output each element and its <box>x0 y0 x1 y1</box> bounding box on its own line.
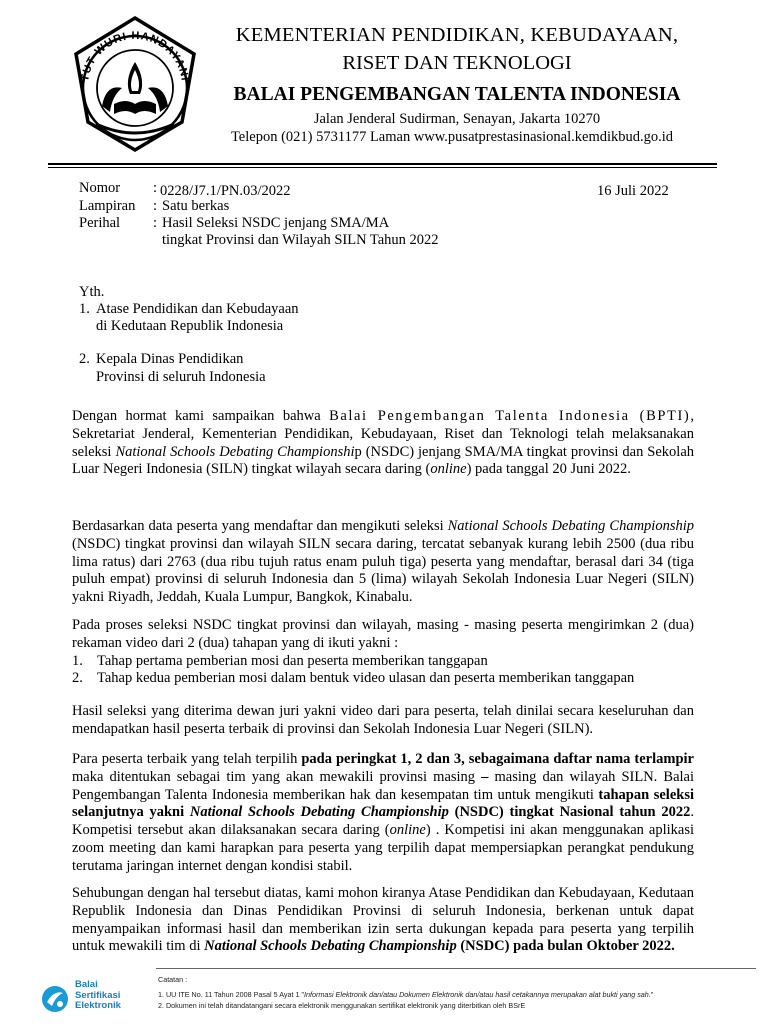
p1-text-a: Dengan hormat kami sampaikan bahwa <box>72 408 330 424</box>
lampiran-label: Lampiran <box>79 198 136 214</box>
p5-event-name: National Schools Debating Championship <box>189 804 449 821</box>
p5-text-a: Para peserta terbaik yang telah terpilih <box>72 751 302 767</box>
p2-text-c: (NSDC) tingkat provinsi dan wilayah SILN secara daring, tercatat sebanyak kurang lebih 2500 (dua ribu lima ratus) dari 2763 (dua ribu tujuh ratus enam puluh tiga) peserta yang mendaftar, berasal dari 34 (tiga puluh empat) provinsi di seluruh Indonesia dan 5 (lima) wilayah Sekolah Indonesia Luar Negeri (SILN) yakni Riyadh, Jeddah, Kuala Lumpur, Bangkok, Kinabalu. <box>72 535 694 606</box>
p6-event-name: National Schools Debating Championship <box>204 938 457 955</box>
paragraph-process <box>72 617 694 653</box>
p6-text-a: Sehubungan dengan hal tersebut diatas, kami mohon kiranya Atase Pendidikan dan Kebudayaan, Kedutaan Republik Indonesia dan Dinas Pendidikan Provinsi di seluruh Indonesia, berkenan untuk dapat menyampaikan informasi hasil dan memberikan izin serta dukungan kepada para peserta yang terpilih untuk mewakili tim di <box>72 885 694 955</box>
recipient-1-line1: Atase Pendidikan dan Kebudayaan <box>96 301 299 317</box>
institution-address: Jalan Jenderal Sudirman, Senayan, Jakarta 10270 <box>313 111 601 127</box>
ministry-name-line2: RISET DAN TEKNOLOGI <box>342 52 572 74</box>
p2-event-name: National Schools Debating Championship <box>447 518 694 534</box>
footer-rule <box>156 968 756 969</box>
footer-note-1 <box>158 990 653 999</box>
lampiran-value: Satu berkas <box>162 198 230 214</box>
p5-text-e: masing dan wilayah SILN. Balai Pengembangan Talenta Indonesia memberikan hak dan kesempatan tim untuk mengikuti <box>72 768 694 803</box>
p1-institution: Balai Pengembangan Talenta Indonesia (BPTI) <box>329 408 691 424</box>
stage-2-number: 2. <box>72 670 83 686</box>
salutation: Yth. <box>79 284 105 300</box>
p4-text: Hasil seleksi yang diterima dewan juri yakni video dari para peserta, telah dinilai secara keseluruhan dan mendapatkan hasil peserta terbaik di provinsi dan Sekolah Indonesia Luar Negeri (SILN). <box>72 703 694 737</box>
p5-dash: – <box>481 768 489 785</box>
paragraph-results <box>72 703 694 739</box>
stage-1-number: 1. <box>72 653 83 669</box>
p1-text-g: ) pada tanggal 20 Juni 2022. <box>466 461 631 478</box>
p3-text: Pada proses seleksi NSDC tingkat provinsi dan wilayah, masing - masing peserta mengirimkan 2 (dua) rekaman video dari 2 (dua) tahapan yang di ikuti yakni : <box>72 617 694 651</box>
p5-next-stage: tahapan seleksi selanjutnya yakni <box>72 786 694 821</box>
p5-text-i: . Kompetisi tersebut akan dilaksanakan secara daring ( <box>72 804 694 839</box>
institution-contact: Telepon (021) 5731177 Laman www.pusatprestasinasional.kemdikbud.go.id <box>230 129 674 145</box>
note1-quote: Informasi Elektronik dan/atau Dokumen Elektronik dan/atau hasil cetakannya merupakan alat bukti yang sah. <box>304 990 651 999</box>
stage-2-text: Tahap kedua pemberian mosi dalam bentuk video ulasan dan peserta memberikan tanggapan <box>97 670 635 686</box>
perihal-value-line2: tingkat Provinsi dan Wilayah SILN Tahun 2022 <box>162 232 439 248</box>
recipient-1-line2: di Kedutaan Republik Indonesia <box>96 318 284 334</box>
p1-online: online <box>430 461 467 478</box>
p5-online: online <box>389 822 426 839</box>
note1-suffix: " <box>650 990 654 999</box>
nomor-colon: : <box>153 180 158 196</box>
p5-national: (NSDC) tingkat Nasional tahun 2022 <box>448 804 691 821</box>
perihal-colon: : <box>153 215 158 231</box>
perihal-label: Perihal <box>79 215 121 231</box>
bsre-logo-line3: Elektronik <box>75 1000 121 1011</box>
p1-text-e: p (NSDC) jenjang SMA/MA tingkat provinsi dan Sekolah Luar Negeri Indonesia (SILN) tingkat wilayah secara daring ( <box>72 443 695 478</box>
p2-text-a: Berdasarkan data peserta yang mendaftar dan mengikuti seleksi <box>72 518 448 534</box>
paragraph-selected <box>72 751 694 876</box>
paragraph-request <box>72 885 694 956</box>
stage-1-text: Tahap pertama pemberian mosi dan peserta memberikan tanggapan <box>97 653 488 669</box>
footer-note-2: 2. Dokumen ini telah ditandatangani secara elektronik menggunakan sertifikat elektronik yang diterbitkan oleh BSrE <box>158 1001 526 1010</box>
tut-wuri-handayani-logo <box>66 14 204 154</box>
p5-text-c: maka ditentukan sebagai tim yang akan mewakili provinsi masing <box>72 768 482 785</box>
ministry-name-line1: KEMENTERIAN PENDIDIKAN, KEBUDAYAAN, <box>235 24 679 46</box>
logo-motto: TUT WURI HANDAYANI <box>79 29 191 83</box>
note1-prefix: 1. UU ITE No. 11 Tahun 2008 Pasal 5 Ayat 1 " <box>158 990 304 999</box>
recipient-2-number: 2. <box>79 351 90 367</box>
bsre-logo-line2: Sertifikasi <box>75 989 121 1001</box>
p1-event-name: National Schools Debating Championshi <box>115 443 355 460</box>
bsre-emblem-icon <box>40 984 70 1014</box>
p6-closing: (NSDC) pada bulan Oktober 2022. <box>456 938 675 955</box>
bsre-logo <box>40 980 150 1020</box>
header-rule-thick <box>48 163 717 165</box>
lampiran-colon: : <box>153 198 158 214</box>
bsre-logo-line1: Balai <box>75 979 98 990</box>
nomor-label: Nomor <box>79 180 121 196</box>
p1-text-c: , Sekretariat Jenderal, Kementerian Pendidikan, Kebudayaan, Riset dan Teknologi telah melaksanakan seleksi <box>72 408 694 460</box>
perihal-value-line1: Hasil Seleksi NSDC jenjang SMA/MA <box>162 215 390 231</box>
footer-catatan: Catatan : <box>158 975 188 984</box>
letter-date: 16 Juli 2022 <box>597 183 669 199</box>
recipient-2-line2: Provinsi di seluruh Indonesia <box>96 369 266 385</box>
p5-ranking: pada peringkat 1, 2 dan 3, sebagaimana daftar nama terlampir <box>301 751 694 767</box>
institution-name: BALAI PENGEMBANGAN TALENTA INDONESIA <box>233 84 681 105</box>
header-rule-thin <box>48 167 717 168</box>
paragraph-opening <box>72 408 694 479</box>
nomor-value: 0228/J7.1/PN.03/2022 <box>160 183 291 199</box>
recipient-1-number: 1. <box>79 301 90 317</box>
p5-text-k: ) . Kompetisi ini akan menggunakan aplikasi zoom meeting dan kami harapkan para peserta yang terpilih dapat mempersiapkan perangkat pendukung terutama jaringan internet dengan kondisi stabil. <box>72 822 695 874</box>
paragraph-participants <box>72 518 694 607</box>
recipient-2-line1: Kepala Dinas Pendidikan <box>96 351 244 367</box>
